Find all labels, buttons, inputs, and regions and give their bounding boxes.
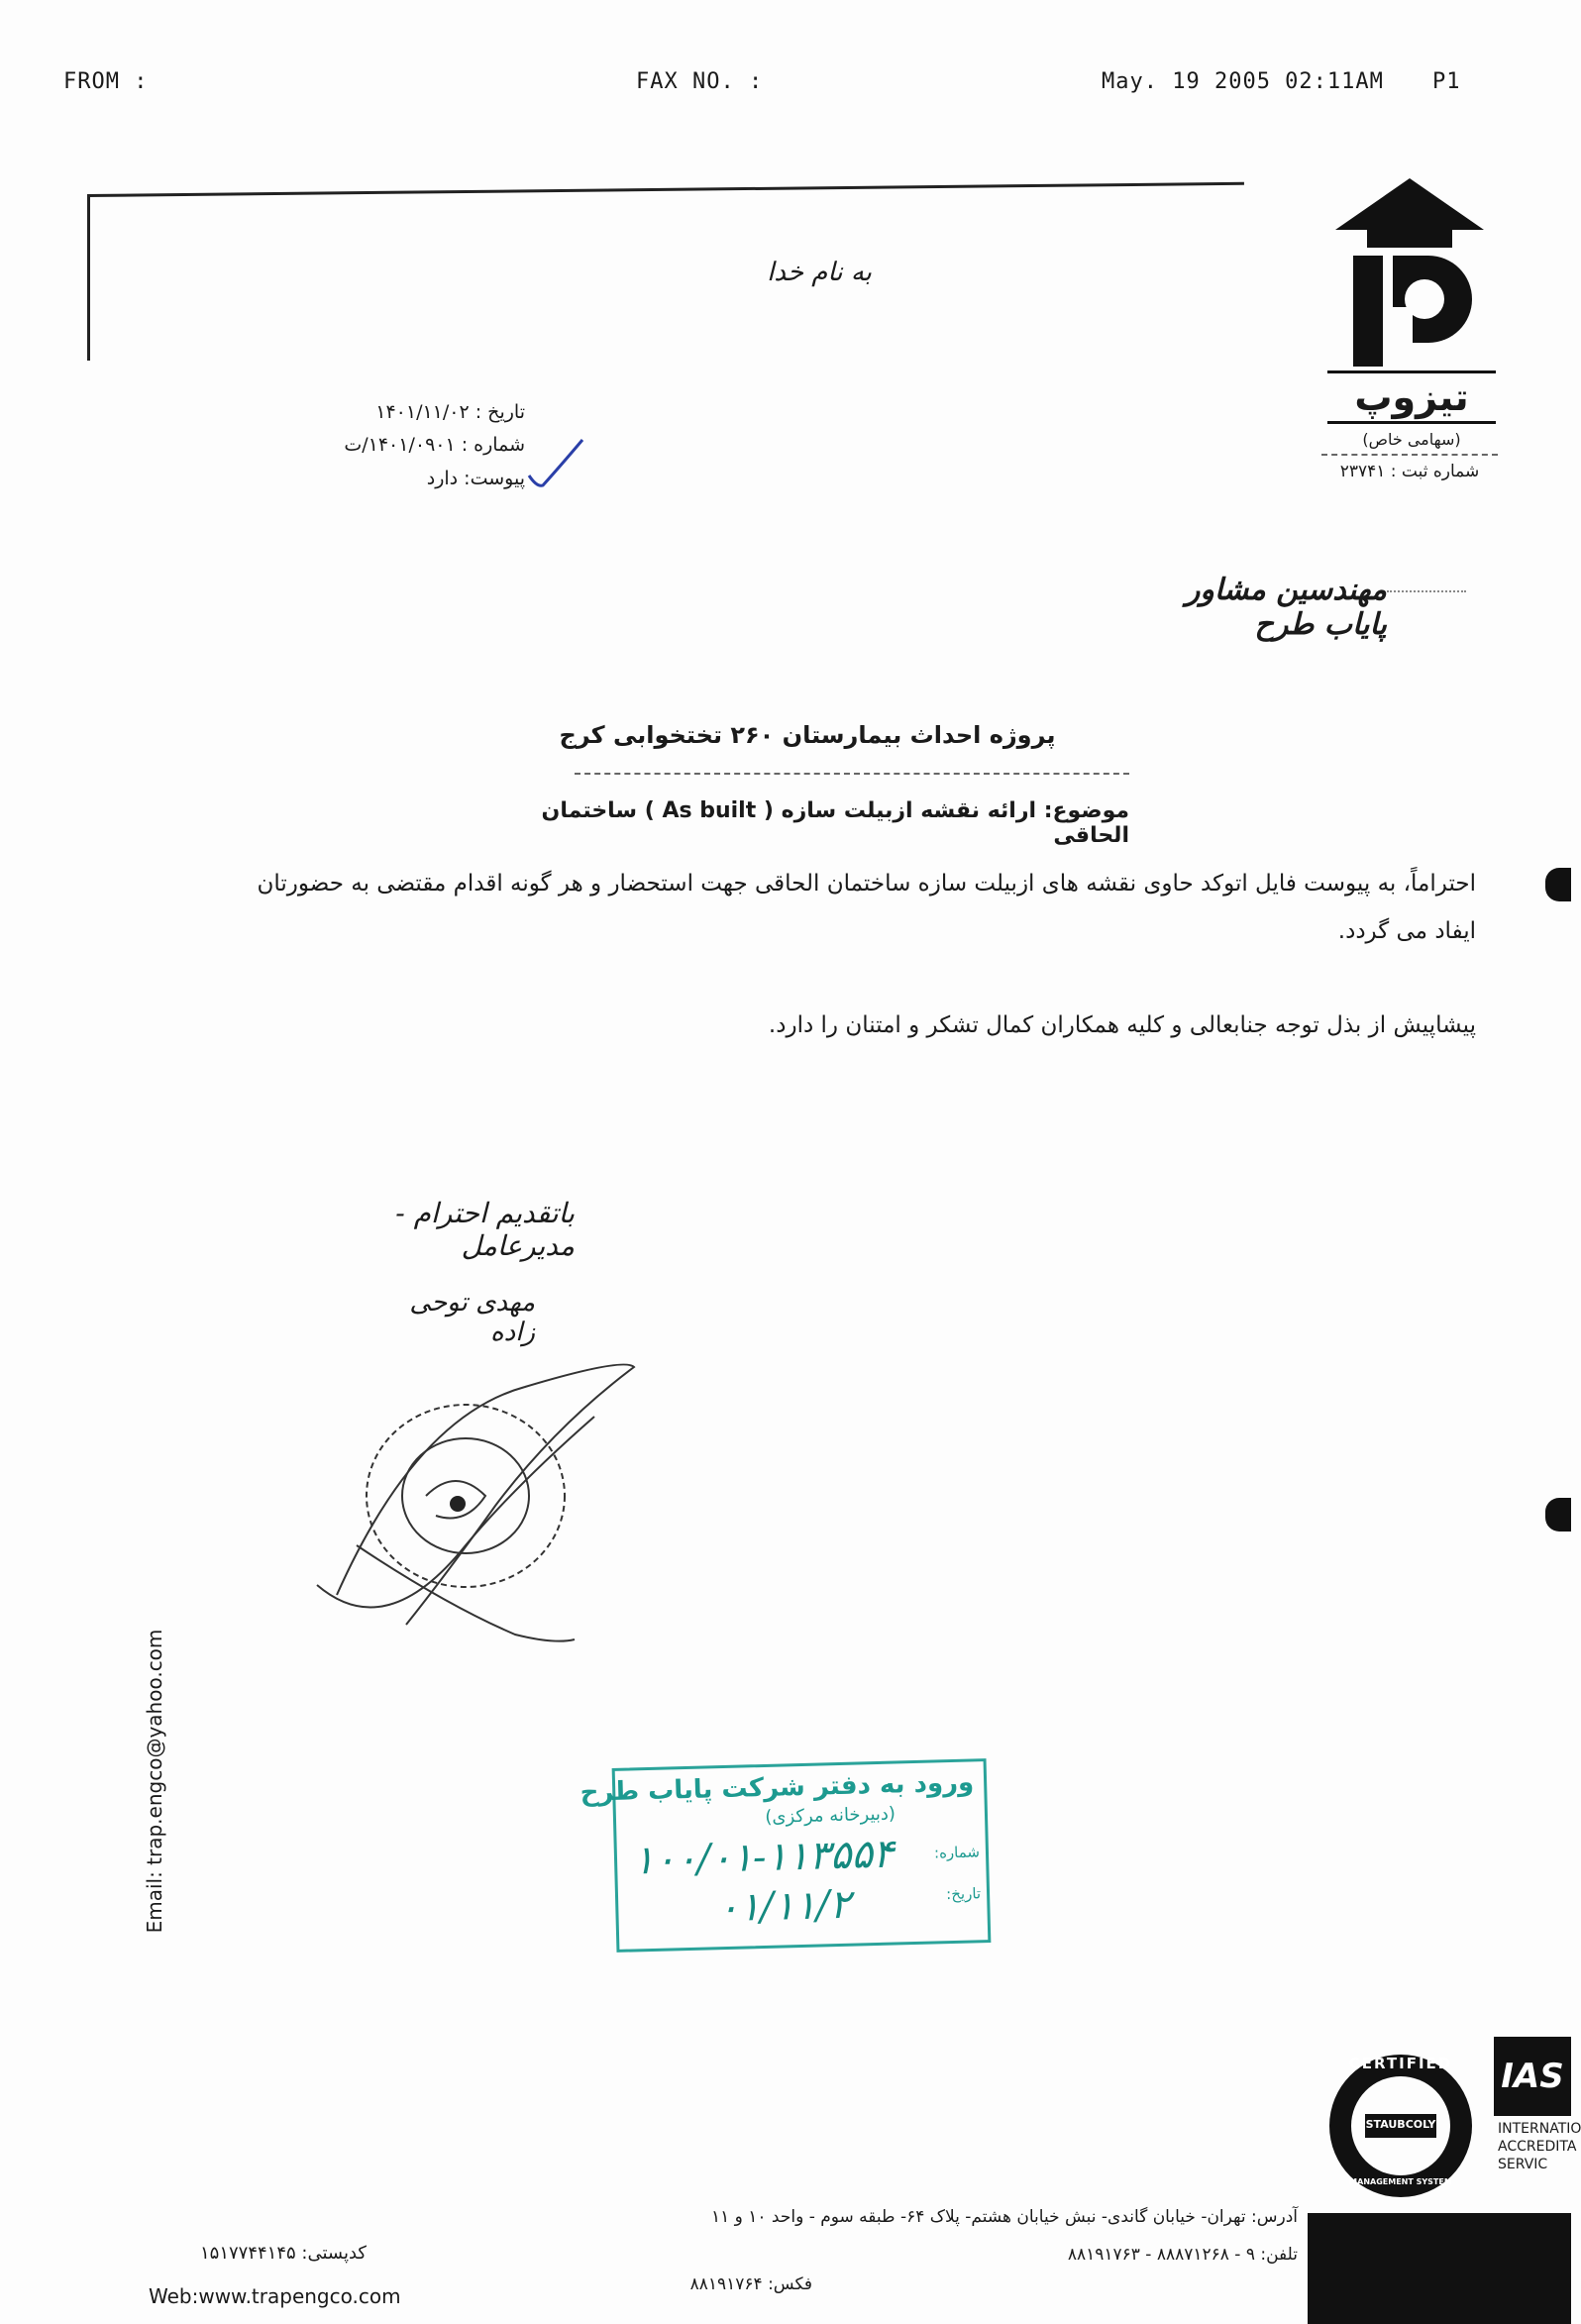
company-type: (سهامی خاص) bbox=[1362, 430, 1461, 449]
fax-number: FAX NO. : bbox=[636, 69, 764, 94]
project-title: پروژه احداث بیمارستان ۲۶۰ تختخوابی کرج bbox=[559, 721, 1056, 749]
letter-subject: موضوع: ارائه نقشه ازبیلت سازه ( As built ) ساختمان الحاقی bbox=[541, 798, 1129, 848]
ias-caption bbox=[1498, 2120, 1581, 2173]
cert-bottom-text: MANAGEMENT SYSTEM bbox=[1349, 2177, 1452, 2186]
company-logo bbox=[1335, 178, 1484, 376]
footer-fax: فکس: ۸۸۱۹۱۷۶۴ bbox=[689, 2274, 812, 2294]
ias-logo bbox=[1494, 2037, 1571, 2116]
edge-mark-bottom bbox=[1545, 1498, 1571, 1532]
footer-phone: تلفن: ۹ - ۸۸۸۷۱۲۶۸ - ۸۸۱۹۱۷۶۳ bbox=[1067, 2245, 1298, 2265]
company-logo-icon bbox=[1335, 178, 1484, 376]
recipient-dotted-line bbox=[1387, 590, 1466, 592]
closing: باتقدیم احترام - مدیرعامل bbox=[395, 1197, 575, 1262]
footer-address: آدرس: تهران- خیابان گاندی- نبش خیابان هشتم- پلاک ۶۴- طبقه سوم - واحد ۱۰ و ۱۱ bbox=[710, 2207, 1298, 2227]
company-seal-signature bbox=[297, 1347, 654, 1664]
fax-from: FROM : bbox=[63, 69, 149, 94]
receipt-stamp bbox=[580, 1758, 992, 1953]
cert-ring-text: CERTIFIED bbox=[1348, 2055, 1453, 2072]
letter-date: تاریخ : ۱۴۰۱/۱۱/۰۲ bbox=[375, 401, 525, 423]
body-line-1: احتراماً، به پیوست فایل اتوکد حاوی نقشه های ازبیلت سازه ساختمان الحاقی جهت استحضار و هر گونه اقدام مقتضی به حضورتان bbox=[257, 871, 1476, 897]
letter-attachment: پیوست: دارد bbox=[426, 467, 525, 489]
signer-name: مهدی توحی زاده bbox=[409, 1288, 535, 1347]
stamp-number-value: ۱۰۰/۰۱-۱۱۳۵۵۴ bbox=[632, 1831, 895, 1884]
fax-datetime: May. 19 2005 02:11AM bbox=[1102, 69, 1384, 94]
project-underline bbox=[575, 773, 1129, 775]
ias-line-2: ACCREDITA bbox=[1498, 2139, 1577, 2155]
footer-black-bar bbox=[1308, 2213, 1571, 2324]
edge-mark-top bbox=[1545, 868, 1571, 901]
ias-line-1: INTERNATIO bbox=[1498, 2121, 1581, 2137]
footer-web: Web:www.trapengco.com bbox=[149, 2284, 401, 2308]
company-registration: شماره ثبت : ۲۳۷۴۱ bbox=[1339, 462, 1480, 481]
frame-left-line bbox=[87, 194, 90, 361]
recipient: مهندسین مشاور پایاب طرح bbox=[1185, 573, 1387, 642]
company-dotted-line bbox=[1321, 454, 1498, 456]
ias-line-3: SERVIC bbox=[1498, 2157, 1548, 2172]
stamp-title: ورود به دفتر شرکت پایاب طرح bbox=[580, 1767, 975, 1808]
stamp-date-label: تاریخ: bbox=[945, 1884, 982, 1904]
footer-postal: کدپستی: ۱۵۱۷۷۴۴۱۴۵ bbox=[200, 2243, 367, 2264]
certified-badge bbox=[1325, 2051, 1476, 2201]
frame-top-line bbox=[87, 182, 1244, 197]
checkmark-icon bbox=[525, 436, 584, 495]
letter-meta bbox=[287, 396, 525, 495]
letter-thanks: پیشاپیش از بذل توجه جنابعالی و کلیه همکاران کمال تشکر و امتنان را دارد. bbox=[768, 1012, 1476, 1038]
stamp-subtitle: (دبیرخانه مرکزی) bbox=[765, 1803, 896, 1828]
side-email: Email: trap.engco@yahoo.com bbox=[143, 1629, 166, 1934]
basmala: به نام خدا bbox=[767, 258, 872, 287]
company-name: تیزوپ bbox=[1327, 370, 1496, 424]
ias-logo-text: IAS bbox=[1501, 2057, 1564, 2096]
letter-body bbox=[228, 860, 1476, 955]
stamp-date-value: ۰۱/۱۱/۲ bbox=[716, 1881, 852, 1932]
fax-page: P1 bbox=[1432, 69, 1461, 94]
cert-center-text: STAUBCOLY bbox=[1365, 2118, 1436, 2131]
body-line-2: ایفاد می گردد. bbox=[1337, 918, 1476, 944]
stamp-number-label: شماره: bbox=[933, 1843, 981, 1862]
letter-number: شماره : ۱۴۰۱/۰۹۰۱/ت bbox=[344, 434, 525, 457]
